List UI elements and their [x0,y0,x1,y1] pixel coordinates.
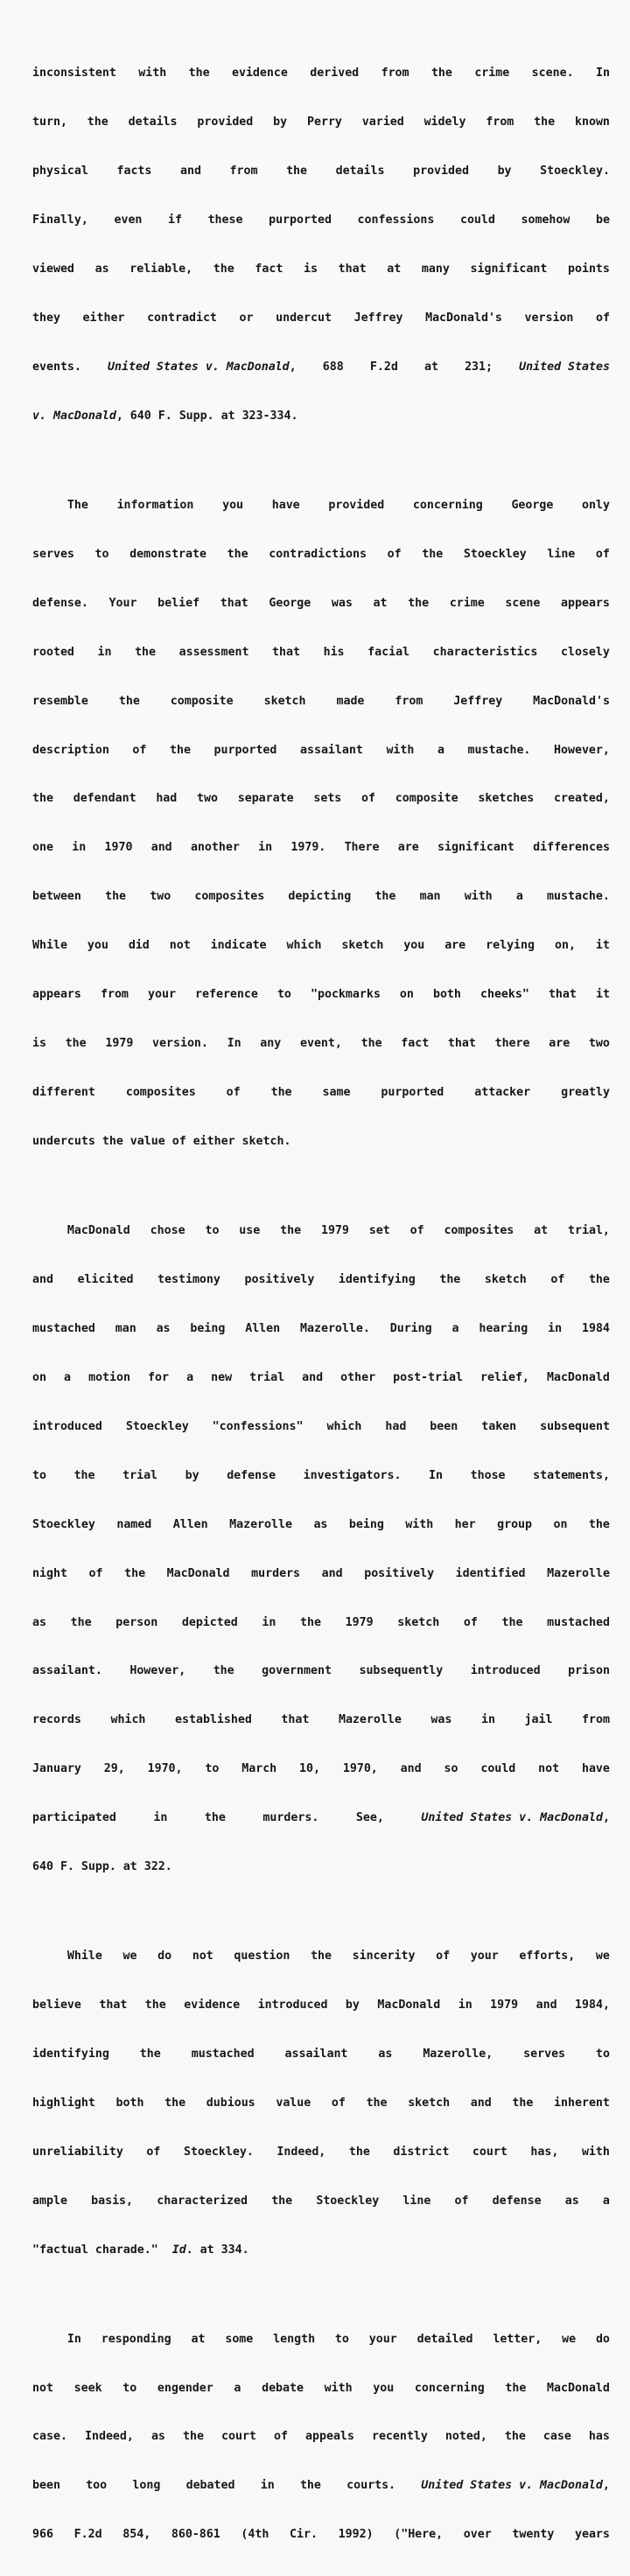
text-line: 640 F. Supp. at 322. [32,1860,172,1874]
text-line: case. Indeed, as the court of appeals recently noted, the case has [32,2430,610,2444]
text-line: inconsistent with the evidence derived from the crime scene. In [32,66,610,80]
text-line: different composites of the same purported attacker greatly [32,1086,610,1100]
text-line: turn, the details provided by Perry varied widely from the known [32,116,610,130]
text-line: While you did not indicate which sketch you are relying on, it [32,939,610,953]
text-line: "factual charade." Id. at 334. [32,2243,249,2257]
text-line: and elicited testimony positively identifying the sketch of the [32,1272,610,1286]
paragraph-2 [32,465,610,1183]
text-line: physical facts and from the details provided by Stoeckley. [32,164,610,178]
text-line: as the person depicted in the 1979 sketch of the mustached [32,1615,610,1629]
text-line: been too long debated in the courts. United States v. MacDonald, [32,2479,610,2493]
paragraph-3 [32,1191,610,1909]
text-line: rooted in the assessment that his facial characteristics closely [32,645,610,659]
text-line: events. United States v. MacDonald, 688 F.2d at 231; United States [32,360,610,374]
paragraph-4 [32,1916,610,2292]
text-line: viewed as reliable, the fact is that at many significant points [32,262,610,276]
text-line: is the 1979 version. In any event, the fact that there are two [32,1037,610,1051]
document-text-body [32,33,610,2576]
text-line: between the two composites depicting the man with a mustache. [32,890,610,904]
text-line: one in 1970 and another in 1979. There are significant differences [32,841,610,855]
text-line: to the trial by defense investigators. In those statements, [32,1468,610,1482]
text-line: assailant. However, the government subsequently introduced prison [32,1664,610,1678]
paragraph-5 [32,2299,610,2576]
text-line: defense. Your belief that George was at the crime scene appears [32,596,610,610]
text-line: Stoeckley named Allen Mazerolle as being with her group on the [32,1517,610,1531]
text-line: the defendant had two separate sets of composite sketches created, [32,792,610,806]
text-line: mustached man as being Allen Mazerolle. During a hearing in 1984 [32,1321,610,1335]
paragraph-1 [32,33,610,458]
text-line: v. MacDonald, 640 F. Supp. at 323-334. [32,409,298,423]
text-line: identifying the mustached assailant as Mazerolle, serves to [32,2047,610,2061]
text-line: Finally, even if these purported confessions could somehow be [32,214,610,228]
text-line: on a motion for a new trial and other post-trial relief, MacDonald [32,1370,610,1384]
text-line: unreliability of Stoeckley. Indeed, the district court has, with [32,2145,610,2159]
text-line: January 29, 1970, to March 10, 1970, and so could not have [32,1762,610,1776]
text-line: serves to demonstrate the contradictions of the Stoeckley line of [32,547,610,561]
text-line: appears from your reference to "pockmarks on both cheeks" that it [32,988,610,1002]
text-line: MacDonald chose to use the 1979 set of composites at trial, [32,1223,610,1237]
text-line: night of the MacDonald murders and positively identified Mazerolle [32,1566,610,1580]
text-line: 966 F.2d 854, 860-861 (4th Cir. 1992) ("Here, over twenty years [32,2528,610,2542]
text-line: believe that the evidence introduced by MacDonald in 1979 and 1984, [32,1998,610,2012]
text-line: ample basis, characterized the Stoeckley line of defense as a [32,2194,610,2208]
text-line: not seek to engender a debate with you concerning the MacDonald [32,2381,610,2395]
text-line: they either contradict or undercut Jeffrey MacDonald's version of [32,312,610,326]
text-line: participated in the murders. See, United States v. MacDonald, [32,1811,610,1825]
text-line: In responding at some length to your detailed letter, we do [32,2332,610,2346]
text-line: While we do not question the sincerity of your efforts, we [32,1950,610,1964]
text-line: records which established that Mazerolle was in jail from [32,1713,610,1727]
text-line: highlight both the dubious value of the sketch and the inherent [32,2096,610,2110]
text-line: resemble the composite sketch made from Jeffrey MacDonald's [32,694,610,708]
text-line: The information you have provided concerning George only [32,498,610,512]
text-line: introduced Stoeckley "confessions" which had been taken subsequent [32,1419,610,1433]
text-line: description of the purported assailant with a mustache. However, [32,743,610,757]
text-line: undercuts the value of either sketch. [32,1135,291,1149]
